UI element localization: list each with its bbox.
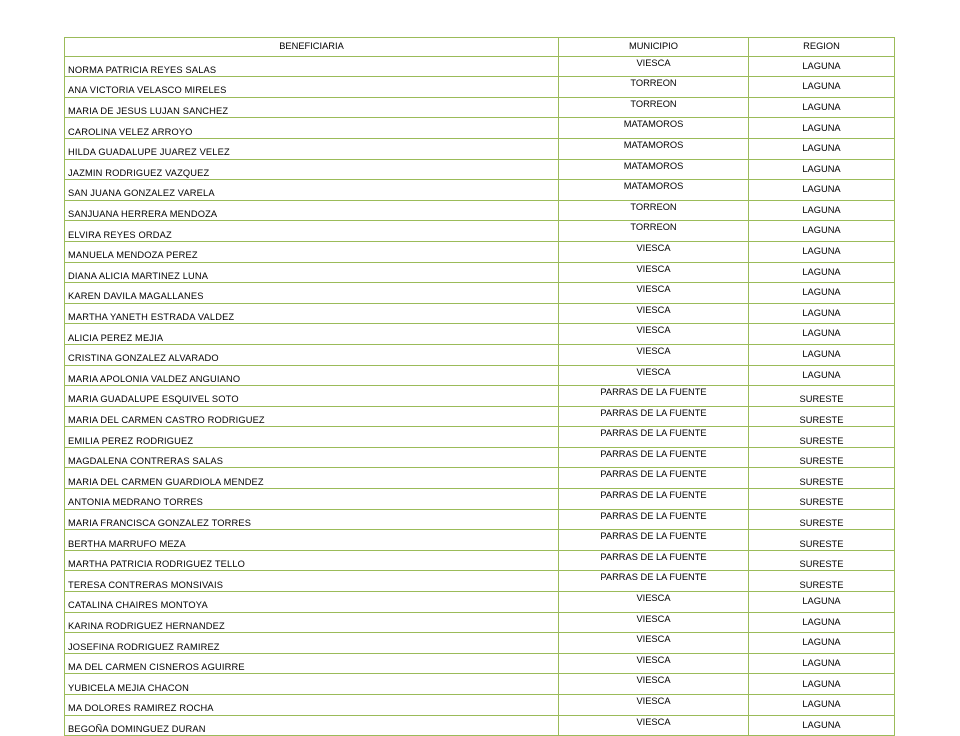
beneficiary-name-cell: TERESA CONTRERAS MONSIVAIS [65, 571, 559, 592]
table-body [65, 56, 895, 736]
table-row [65, 633, 895, 654]
municipality-cell: TORREON [559, 77, 749, 98]
region-cell: LAGUNA [749, 612, 895, 633]
beneficiary-name-cell: ANA VICTORIA VELASCO MIRELES [65, 77, 559, 98]
region-cell: LAGUNA [749, 695, 895, 716]
region-cell: LAGUNA [749, 633, 895, 654]
column-header-municipality: MUNICIPIO [559, 38, 749, 57]
municipality-cell: PARRAS DE LA FUENTE [559, 386, 749, 407]
region-cell: SURESTE [749, 427, 895, 448]
municipality-cell: PARRAS DE LA FUENTE [559, 530, 749, 551]
beneficiary-name-cell: MANUELA MENDOZA PEREZ [65, 241, 559, 262]
table-row [65, 283, 895, 304]
beneficiary-name-cell: MARIA APOLONIA VALDEZ ANGUIANO [65, 365, 559, 386]
municipality-cell: VIESCA [559, 324, 749, 345]
region-cell: LAGUNA [749, 221, 895, 242]
region-cell: LAGUNA [749, 180, 895, 201]
beneficiary-name-cell: JAZMIN RODRIGUEZ VAZQUEZ [65, 159, 559, 180]
table-row [65, 386, 895, 407]
municipality-cell: VIESCA [559, 283, 749, 304]
beneficiary-name-cell: ALICIA PEREZ MEJIA [65, 324, 559, 345]
table-row [65, 715, 895, 736]
region-cell: SURESTE [749, 571, 895, 592]
beneficiary-name-cell: CATALINA CHAIRES MONTOYA [65, 592, 559, 613]
municipality-cell: MATAMOROS [559, 159, 749, 180]
beneficiaries-sheet [64, 37, 894, 736]
municipality-cell: VIESCA [559, 56, 749, 77]
table-row [65, 200, 895, 221]
header-row [65, 38, 895, 57]
beneficiary-name-cell: MARIA GUADALUPE ESQUIVEL SOTO [65, 386, 559, 407]
municipality-cell: VIESCA [559, 674, 749, 695]
region-cell: LAGUNA [749, 715, 895, 736]
table-row [65, 695, 895, 716]
table-header [65, 38, 895, 57]
municipality-cell: PARRAS DE LA FUENTE [559, 427, 749, 448]
municipality-cell: VIESCA [559, 715, 749, 736]
table-row [65, 56, 895, 77]
table-row [65, 653, 895, 674]
municipality-cell: VIESCA [559, 592, 749, 613]
region-cell: LAGUNA [749, 365, 895, 386]
municipality-cell: PARRAS DE LA FUENTE [559, 550, 749, 571]
municipality-cell: VIESCA [559, 612, 749, 633]
region-cell: SURESTE [749, 406, 895, 427]
region-cell: SURESTE [749, 468, 895, 489]
beneficiary-name-cell: DIANA ALICIA MARTINEZ LUNA [65, 262, 559, 283]
beneficiary-name-cell: CRISTINA GONZALEZ ALVARADO [65, 344, 559, 365]
beneficiary-name-cell: NORMA PATRICIA REYES SALAS [65, 56, 559, 77]
municipality-cell: PARRAS DE LA FUENTE [559, 468, 749, 489]
table-row [65, 592, 895, 613]
beneficiary-name-cell: MAGDALENA CONTRERAS SALAS [65, 447, 559, 468]
municipality-cell: VIESCA [559, 633, 749, 654]
table-row [65, 159, 895, 180]
beneficiary-name-cell: MARIA DE JESUS LUJAN SANCHEZ [65, 97, 559, 118]
beneficiary-name-cell: SANJUANA HERRERA MENDOZA [65, 200, 559, 221]
beneficiary-name-cell: MA DOLORES RAMIREZ ROCHA [65, 695, 559, 716]
region-cell: SURESTE [749, 530, 895, 551]
beneficiary-name-cell: MARIA FRANCISCA GONZALEZ TORRES [65, 509, 559, 530]
region-cell: LAGUNA [749, 303, 895, 324]
table-row [65, 530, 895, 551]
beneficiary-name-cell: BEGOÑA DOMINGUEZ DURAN [65, 715, 559, 736]
region-cell: SURESTE [749, 447, 895, 468]
region-cell: LAGUNA [749, 97, 895, 118]
table-row [65, 571, 895, 592]
municipality-cell: TORREON [559, 200, 749, 221]
municipality-cell: VIESCA [559, 262, 749, 283]
beneficiary-name-cell: HILDA GUADALUPE JUAREZ VELEZ [65, 138, 559, 159]
table-row [65, 468, 895, 489]
table-row [65, 77, 895, 98]
beneficiary-name-cell: MARIA DEL CARMEN CASTRO RODRIGUEZ [65, 406, 559, 427]
municipality-cell: PARRAS DE LA FUENTE [559, 447, 749, 468]
municipality-cell: PARRAS DE LA FUENTE [559, 571, 749, 592]
column-header-region: REGION [749, 38, 895, 57]
municipality-cell: VIESCA [559, 695, 749, 716]
beneficiaries-table [64, 37, 895, 736]
region-cell: SURESTE [749, 489, 895, 510]
municipality-cell: VIESCA [559, 303, 749, 324]
municipality-cell: VIESCA [559, 344, 749, 365]
table-row [65, 489, 895, 510]
table-row [65, 97, 895, 118]
municipality-cell: MATAMOROS [559, 118, 749, 139]
region-cell: LAGUNA [749, 159, 895, 180]
region-cell: LAGUNA [749, 241, 895, 262]
beneficiary-name-cell: MARTHA PATRICIA RODRIGUEZ TELLO [65, 550, 559, 571]
table-row [65, 344, 895, 365]
table-row [65, 550, 895, 571]
table-row [65, 324, 895, 345]
beneficiary-name-cell: ELVIRA REYES ORDAZ [65, 221, 559, 242]
table-row [65, 674, 895, 695]
beneficiary-name-cell: JOSEFINA RODRIGUEZ RAMIREZ [65, 633, 559, 654]
table-row [65, 262, 895, 283]
municipality-cell: PARRAS DE LA FUENTE [559, 489, 749, 510]
beneficiary-name-cell: MA DEL CARMEN CISNEROS AGUIRRE [65, 653, 559, 674]
table-row [65, 118, 895, 139]
region-cell: SURESTE [749, 550, 895, 571]
region-cell: LAGUNA [749, 283, 895, 304]
beneficiary-name-cell: MARIA DEL CARMEN GUARDIOLA MENDEZ [65, 468, 559, 489]
table-row [65, 180, 895, 201]
table-row [65, 138, 895, 159]
municipality-cell: PARRAS DE LA FUENTE [559, 509, 749, 530]
region-cell: SURESTE [749, 386, 895, 407]
table-row [65, 427, 895, 448]
municipality-cell: PARRAS DE LA FUENTE [559, 406, 749, 427]
beneficiary-name-cell: BERTHA MARRUFO MEZA [65, 530, 559, 551]
region-cell: LAGUNA [749, 674, 895, 695]
region-cell: SURESTE [749, 509, 895, 530]
region-cell: LAGUNA [749, 200, 895, 221]
beneficiary-name-cell: EMILIA PEREZ RODRIGUEZ [65, 427, 559, 448]
table-row [65, 612, 895, 633]
region-cell: LAGUNA [749, 262, 895, 283]
beneficiary-name-cell: YUBICELA MEJIA CHACON [65, 674, 559, 695]
table-row [65, 447, 895, 468]
municipality-cell: TORREON [559, 97, 749, 118]
municipality-cell: MATAMOROS [559, 138, 749, 159]
table-row [65, 303, 895, 324]
region-cell: LAGUNA [749, 56, 895, 77]
table-row [65, 241, 895, 262]
table-row [65, 221, 895, 242]
region-cell: LAGUNA [749, 653, 895, 674]
region-cell: LAGUNA [749, 138, 895, 159]
beneficiary-name-cell: ANTONIA MEDRANO TORRES [65, 489, 559, 510]
table-row [65, 365, 895, 386]
table-row [65, 509, 895, 530]
municipality-cell: TORREON [559, 221, 749, 242]
beneficiary-name-cell: KAREN DAVILA MAGALLANES [65, 283, 559, 304]
beneficiary-name-cell: CAROLINA VELEZ ARROYO [65, 118, 559, 139]
municipality-cell: MATAMOROS [559, 180, 749, 201]
region-cell: LAGUNA [749, 77, 895, 98]
table-row [65, 406, 895, 427]
region-cell: LAGUNA [749, 344, 895, 365]
region-cell: LAGUNA [749, 324, 895, 345]
municipality-cell: VIESCA [559, 241, 749, 262]
municipality-cell: VIESCA [559, 365, 749, 386]
column-header-beneficiary: BENEFICIARIA [65, 38, 559, 57]
region-cell: LAGUNA [749, 592, 895, 613]
beneficiary-name-cell: KARINA RODRIGUEZ HERNANDEZ [65, 612, 559, 633]
beneficiary-name-cell: MARTHA YANETH ESTRADA VALDEZ [65, 303, 559, 324]
beneficiary-name-cell: SAN JUANA GONZALEZ VARELA [65, 180, 559, 201]
region-cell: LAGUNA [749, 118, 895, 139]
municipality-cell: VIESCA [559, 653, 749, 674]
